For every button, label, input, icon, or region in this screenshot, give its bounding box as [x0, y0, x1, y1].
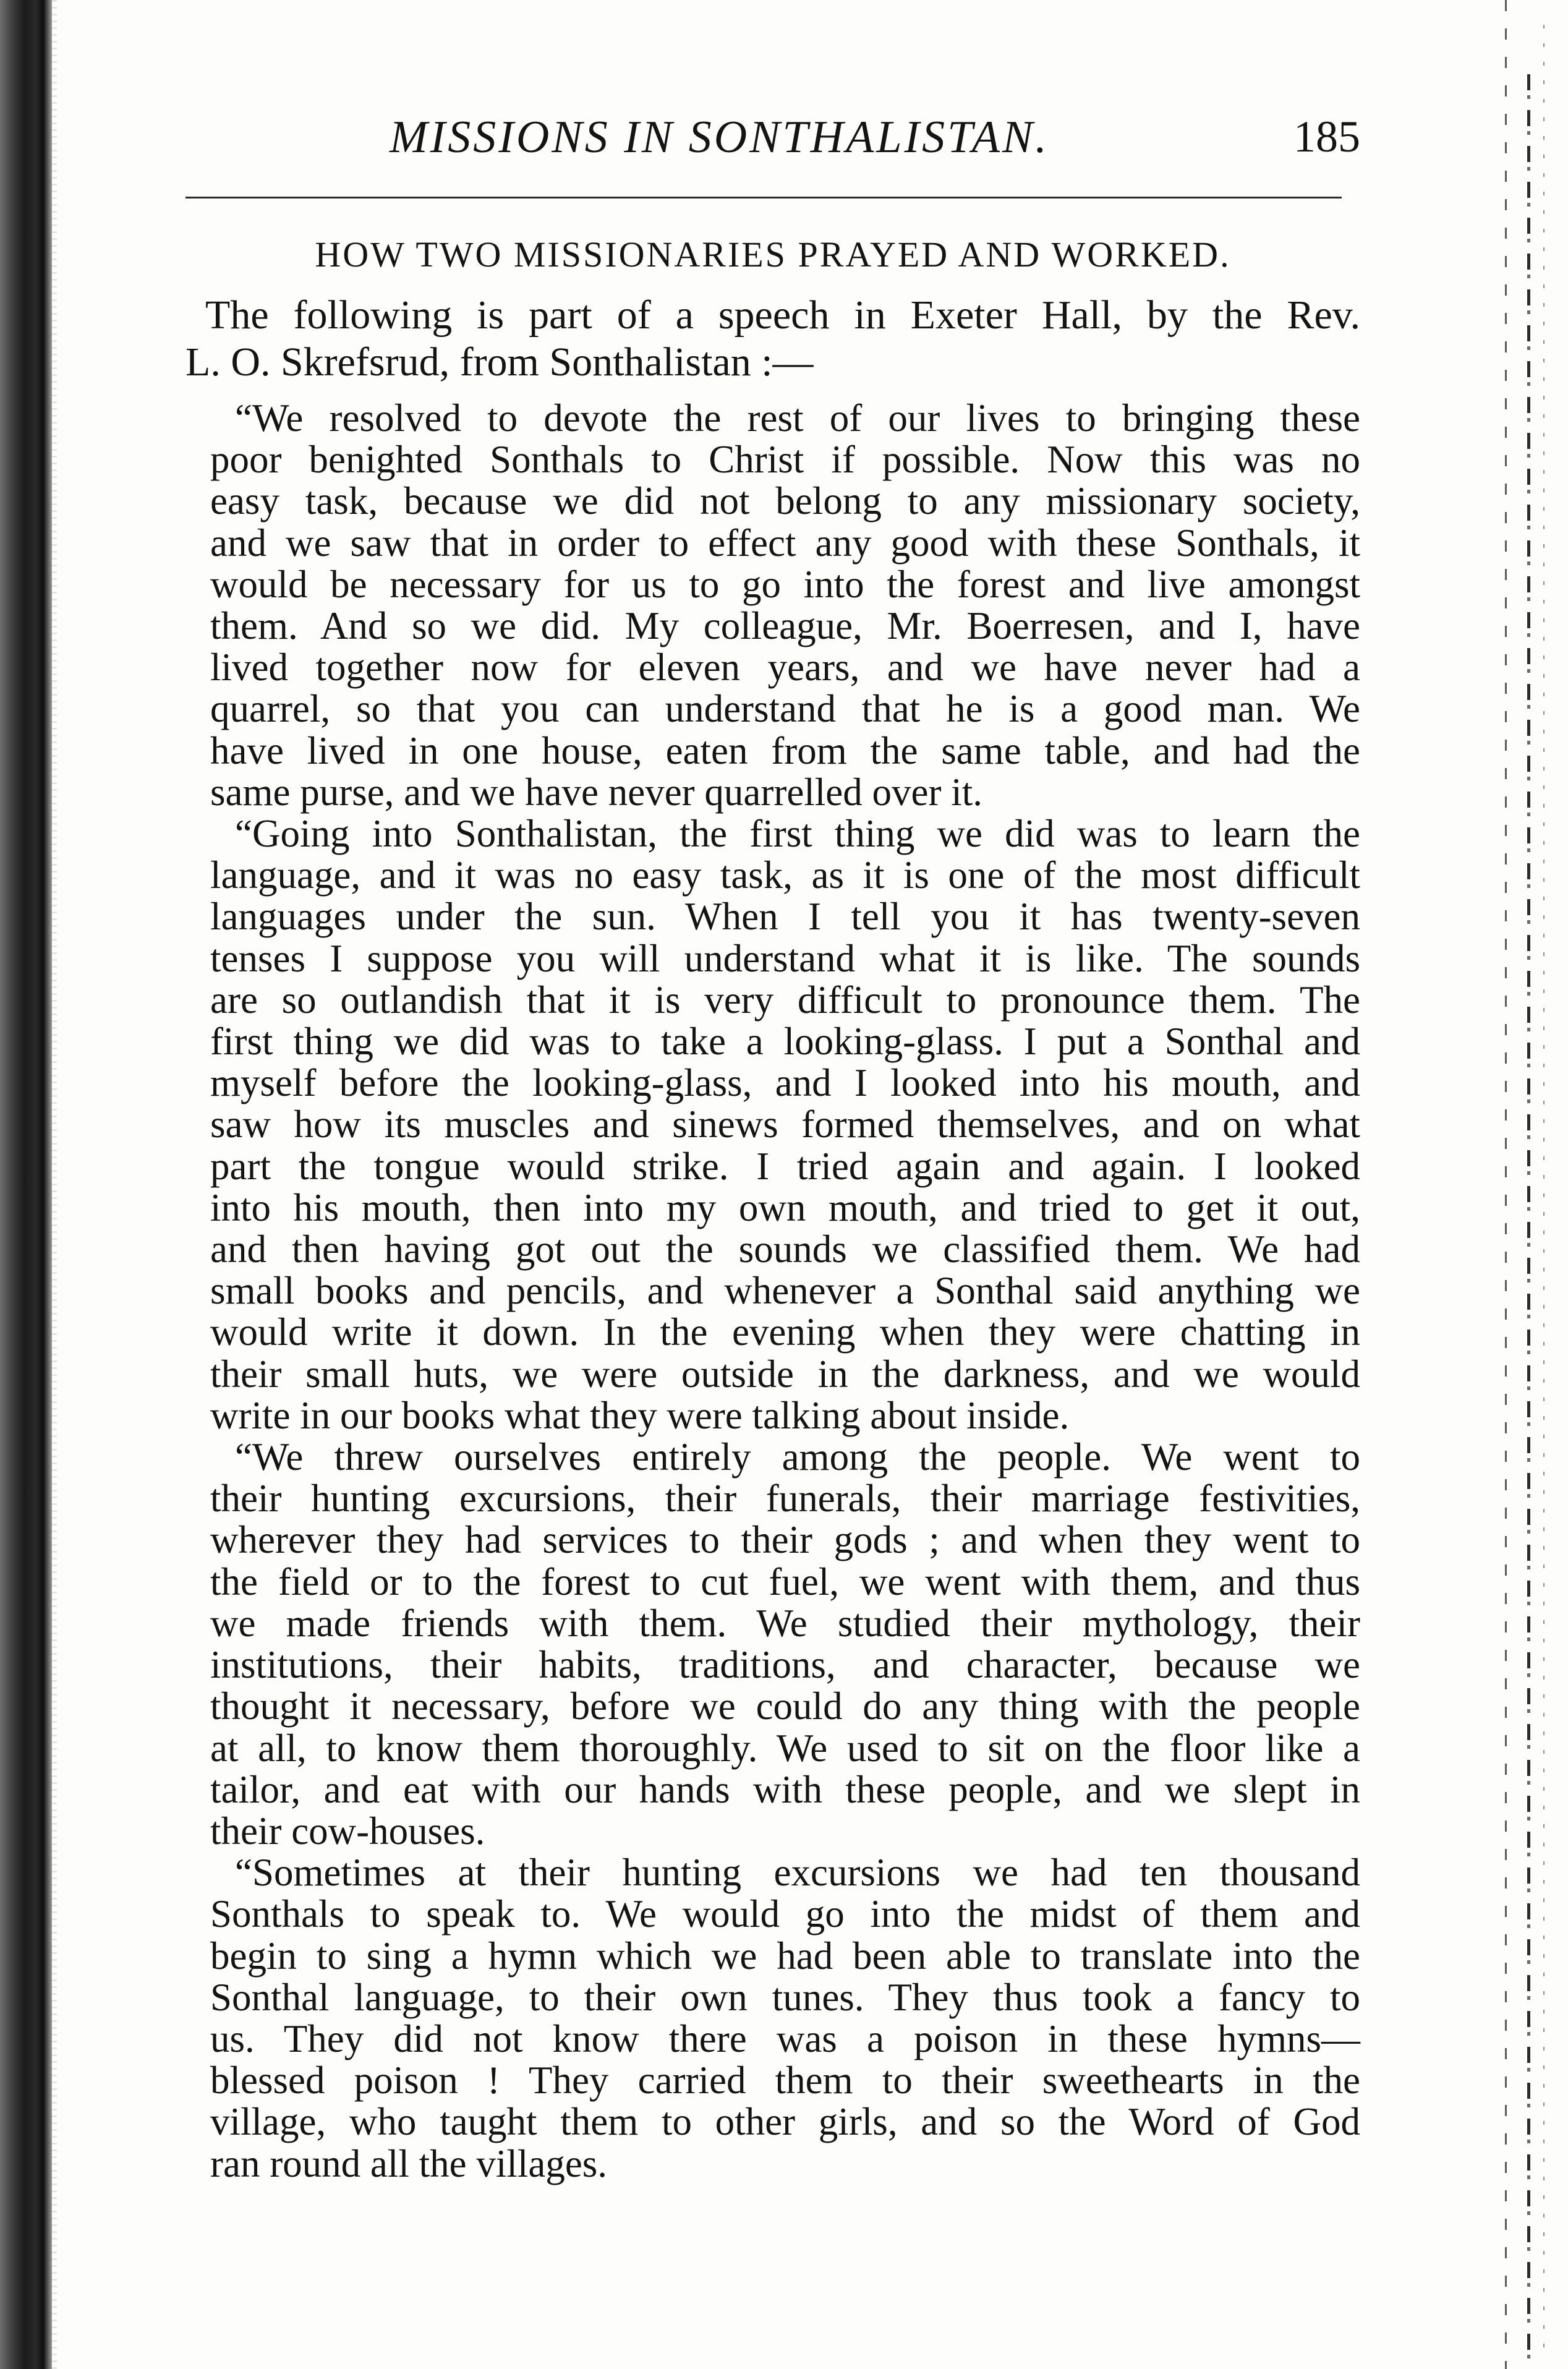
text-line: saw how its muscles and sinews formed themselves, and on what — [210, 1103, 1360, 1146]
text-line: their hunting excursions, their funerals, their marriage festivities, — [210, 1477, 1360, 1521]
text-line: “Going into Sonthalistan, the first thing we did was to learn the — [235, 812, 1360, 856]
intro-line: The following is part of a speech in Exeter Hall, by the Rev. — [205, 292, 1360, 338]
text-line: ran round all the villages. — [210, 2141, 608, 2185]
text-line: tailor, and eat with our hands with these people, and we slept in — [210, 1767, 1360, 1811]
text-line: begin to sing a hymn which we had been able to translate into the — [210, 1934, 1360, 1978]
page-number: 185 — [1293, 112, 1360, 161]
text-line: are so outlandish that it is very difficult to pronounce them. The — [210, 978, 1360, 1022]
header-rule — [185, 197, 1342, 198]
text-line: first thing we did was to take a looking-glass. I put a Sonthal and — [210, 1020, 1360, 1064]
text-line: village, who taught them to other girls, and so the Word of God — [210, 2100, 1360, 2144]
text-line: easy task, because we did not belong to any missionary society, — [210, 479, 1360, 523]
paragraph — [185, 813, 1360, 1436]
text-line: Sonthals to speak to. We would go into the midst of them and — [210, 1892, 1360, 1936]
text-line: we made friends with them. We studied their mythology, their — [210, 1601, 1360, 1645]
text-line: write in our books what they were talking about inside. — [210, 1393, 1070, 1437]
text-line: myself before the looking-glass, and I looked into his mouth, and — [210, 1061, 1360, 1105]
text-line: their small huts, we were outside in the darkness, and we would — [210, 1352, 1360, 1396]
text-line: small books and pencils, and whenever a Sonthal said anything we — [210, 1269, 1360, 1313]
text-line: “We threw ourselves entirely among the people. We went to — [235, 1435, 1360, 1479]
text-line: tenses I suppose you will understand what it is like. The sounds — [210, 936, 1360, 980]
paragraphs — [185, 398, 1360, 2185]
text-line: us. They did not know there was a poison in these hymns— — [210, 2017, 1360, 2060]
text-line: languages under the sun. When I tell you it has twenty-seven — [210, 895, 1360, 939]
scan-edge-noise — [1500, 0, 1568, 2369]
text-line: thought it necessary, before we could do any thing with the people — [210, 1684, 1360, 1728]
text-line: and then having got out the sounds we classified them. We had — [210, 1227, 1360, 1271]
text-line: “We resolved to devote the rest of our lives to bringing these — [235, 396, 1360, 440]
text-line: would write it down. In the evening when they were chatting in — [210, 1310, 1360, 1354]
intro-line: L. O. Skrefsrud, from Sonthalistan :— — [185, 339, 814, 385]
text-line: their cow-houses. — [210, 1809, 485, 1853]
text-line: into his mouth, then into my own mouth, and tried to get it out, — [210, 1185, 1360, 1229]
paragraph — [185, 398, 1360, 813]
text-line: lived together now for eleven years, and we have never had a — [210, 646, 1360, 689]
text-line: “Sometimes at their hunting excursions we had ten thousand — [235, 1851, 1360, 1895]
text-line: language, and it was no easy task, as it is one of the most difficult — [210, 853, 1360, 897]
text-line: blessed poison ! They carried them to their sweethearts in the — [210, 2059, 1360, 2102]
text-line: same purse, and we have never quarrelled over it. — [210, 770, 982, 814]
text-line: them. And so we did. My colleague, Mr. Boerresen, and I, have — [210, 604, 1360, 648]
text-line: and we saw that in order to effect any good with these Sonthals, it — [210, 521, 1360, 565]
section-heading: HOW TWO MISSIONARIES PRAYED AND WORKED. — [315, 234, 1231, 275]
text-line: quarrel, so that you can understand that he is a good man. We — [210, 687, 1360, 731]
article-body — [185, 294, 1360, 2185]
text-line: institutions, their habits, traditions, and character, because we — [210, 1643, 1360, 1687]
text-line: at all, to know them thoroughly. We used to sit on the floor like a — [210, 1726, 1360, 1770]
running-title: MISSIONS IN SONTHALISTAN. — [390, 112, 1049, 163]
paragraph — [185, 1852, 1360, 2185]
binding-shadow — [52, 0, 57, 2369]
text-line: Sonthal language, to their own tunes. They thus took a fancy to — [210, 1975, 1360, 2019]
text-line: wherever they had services to their gods ; and when they went to — [210, 1518, 1360, 1562]
text-line: would be necessary for us to go into the forest and live amongst — [210, 562, 1360, 606]
text-line: have lived in one house, eaten from the same table, and had the — [210, 728, 1360, 772]
paragraph — [185, 1436, 1360, 1852]
text-line: the field or to the forest to cut fuel, we went with them, and thus — [210, 1560, 1360, 1603]
text-line: poor benighted Sonthals to Christ if possible. Now this was no — [210, 438, 1360, 482]
text-line: part the tongue would strike. I tried again and again. I looked — [210, 1144, 1360, 1188]
page-header — [185, 111, 1360, 186]
page-binding-edge — [0, 0, 52, 2369]
